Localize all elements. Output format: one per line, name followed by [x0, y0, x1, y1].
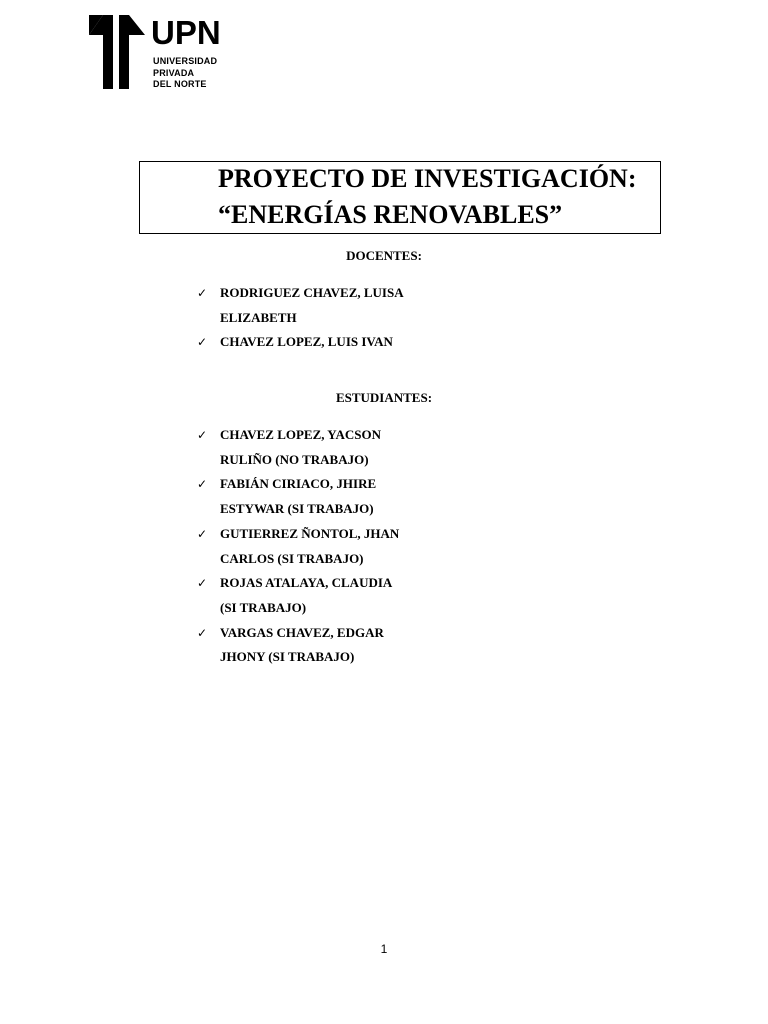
checkmark-icon: ✓: [197, 526, 208, 541]
checkmark-icon: ✓: [197, 428, 208, 442]
docente-name: RODRIGUEZ CHAVEZ, LUISA: [220, 285, 404, 300]
student-name: CHAVEZ LOPEZ, YACSON: [220, 427, 381, 442]
docentes-heading: DOCENTES:: [346, 248, 422, 263]
list-item: [197, 522, 399, 571]
logo-line-2: PRIVADA: [153, 67, 195, 78]
docente-name: CHAVEZ LOPEZ, LUIS IVAN: [220, 334, 393, 350]
title-box: [139, 161, 661, 234]
list-item: [197, 281, 404, 330]
logo-wordmark: UPN: [151, 14, 221, 51]
student-name-cont: JHONY (SI TRABAJO): [220, 649, 355, 665]
checkmark-icon: ✓: [197, 625, 208, 640]
logo-university-name: [153, 56, 217, 91]
student-name-cont: (SI TRABAJO): [220, 599, 307, 615]
upn-logo: [89, 15, 219, 93]
estudiantes-list: [197, 423, 399, 670]
list-item: [197, 621, 399, 670]
docentes-list: [197, 281, 404, 355]
list-item: [197, 472, 399, 521]
student-name: ROJAS ATALAYA, CLAUDIA: [220, 575, 393, 591]
logo-line-1: UNIVERSIDAD: [153, 56, 218, 66]
student-name-cont: RULIÑO (NO TRABAJO): [220, 451, 369, 467]
checkmark-icon: ✓: [197, 335, 208, 350]
student-name: FABIÁN CIRIACO, JHIRE: [220, 476, 377, 492]
student-name: VARGAS CHAVEZ, EDGAR: [220, 624, 384, 640]
student-name-cont: CARLOS (SI TRABAJO): [220, 550, 364, 566]
title-line-1: PROYECTO DE INVESTIGACIÓN:: [218, 164, 637, 193]
student-name: GUTIERREZ ÑONTOL, JHAN: [220, 525, 400, 541]
estudiantes-heading: ESTUDIANTES:: [335, 390, 433, 405]
docente-name-cont: ELIZABETH: [220, 309, 297, 325]
list-item: [197, 423, 399, 472]
upn-arrow-logo-icon: [89, 15, 145, 89]
list-item: [197, 571, 399, 620]
checkmark-icon: ✓: [197, 477, 208, 492]
title-line-2: “ENERGÍAS RENOVABLES”: [218, 200, 563, 229]
checkmark-icon: ✓: [197, 286, 208, 300]
page-number: 1: [380, 942, 388, 956]
logo-line-3: DEL NORTE: [153, 79, 207, 89]
checkmark-icon: ✓: [197, 576, 208, 591]
list-item: [197, 330, 404, 355]
student-name-cont: ESTYWAR (SI TRABAJO): [220, 501, 374, 517]
